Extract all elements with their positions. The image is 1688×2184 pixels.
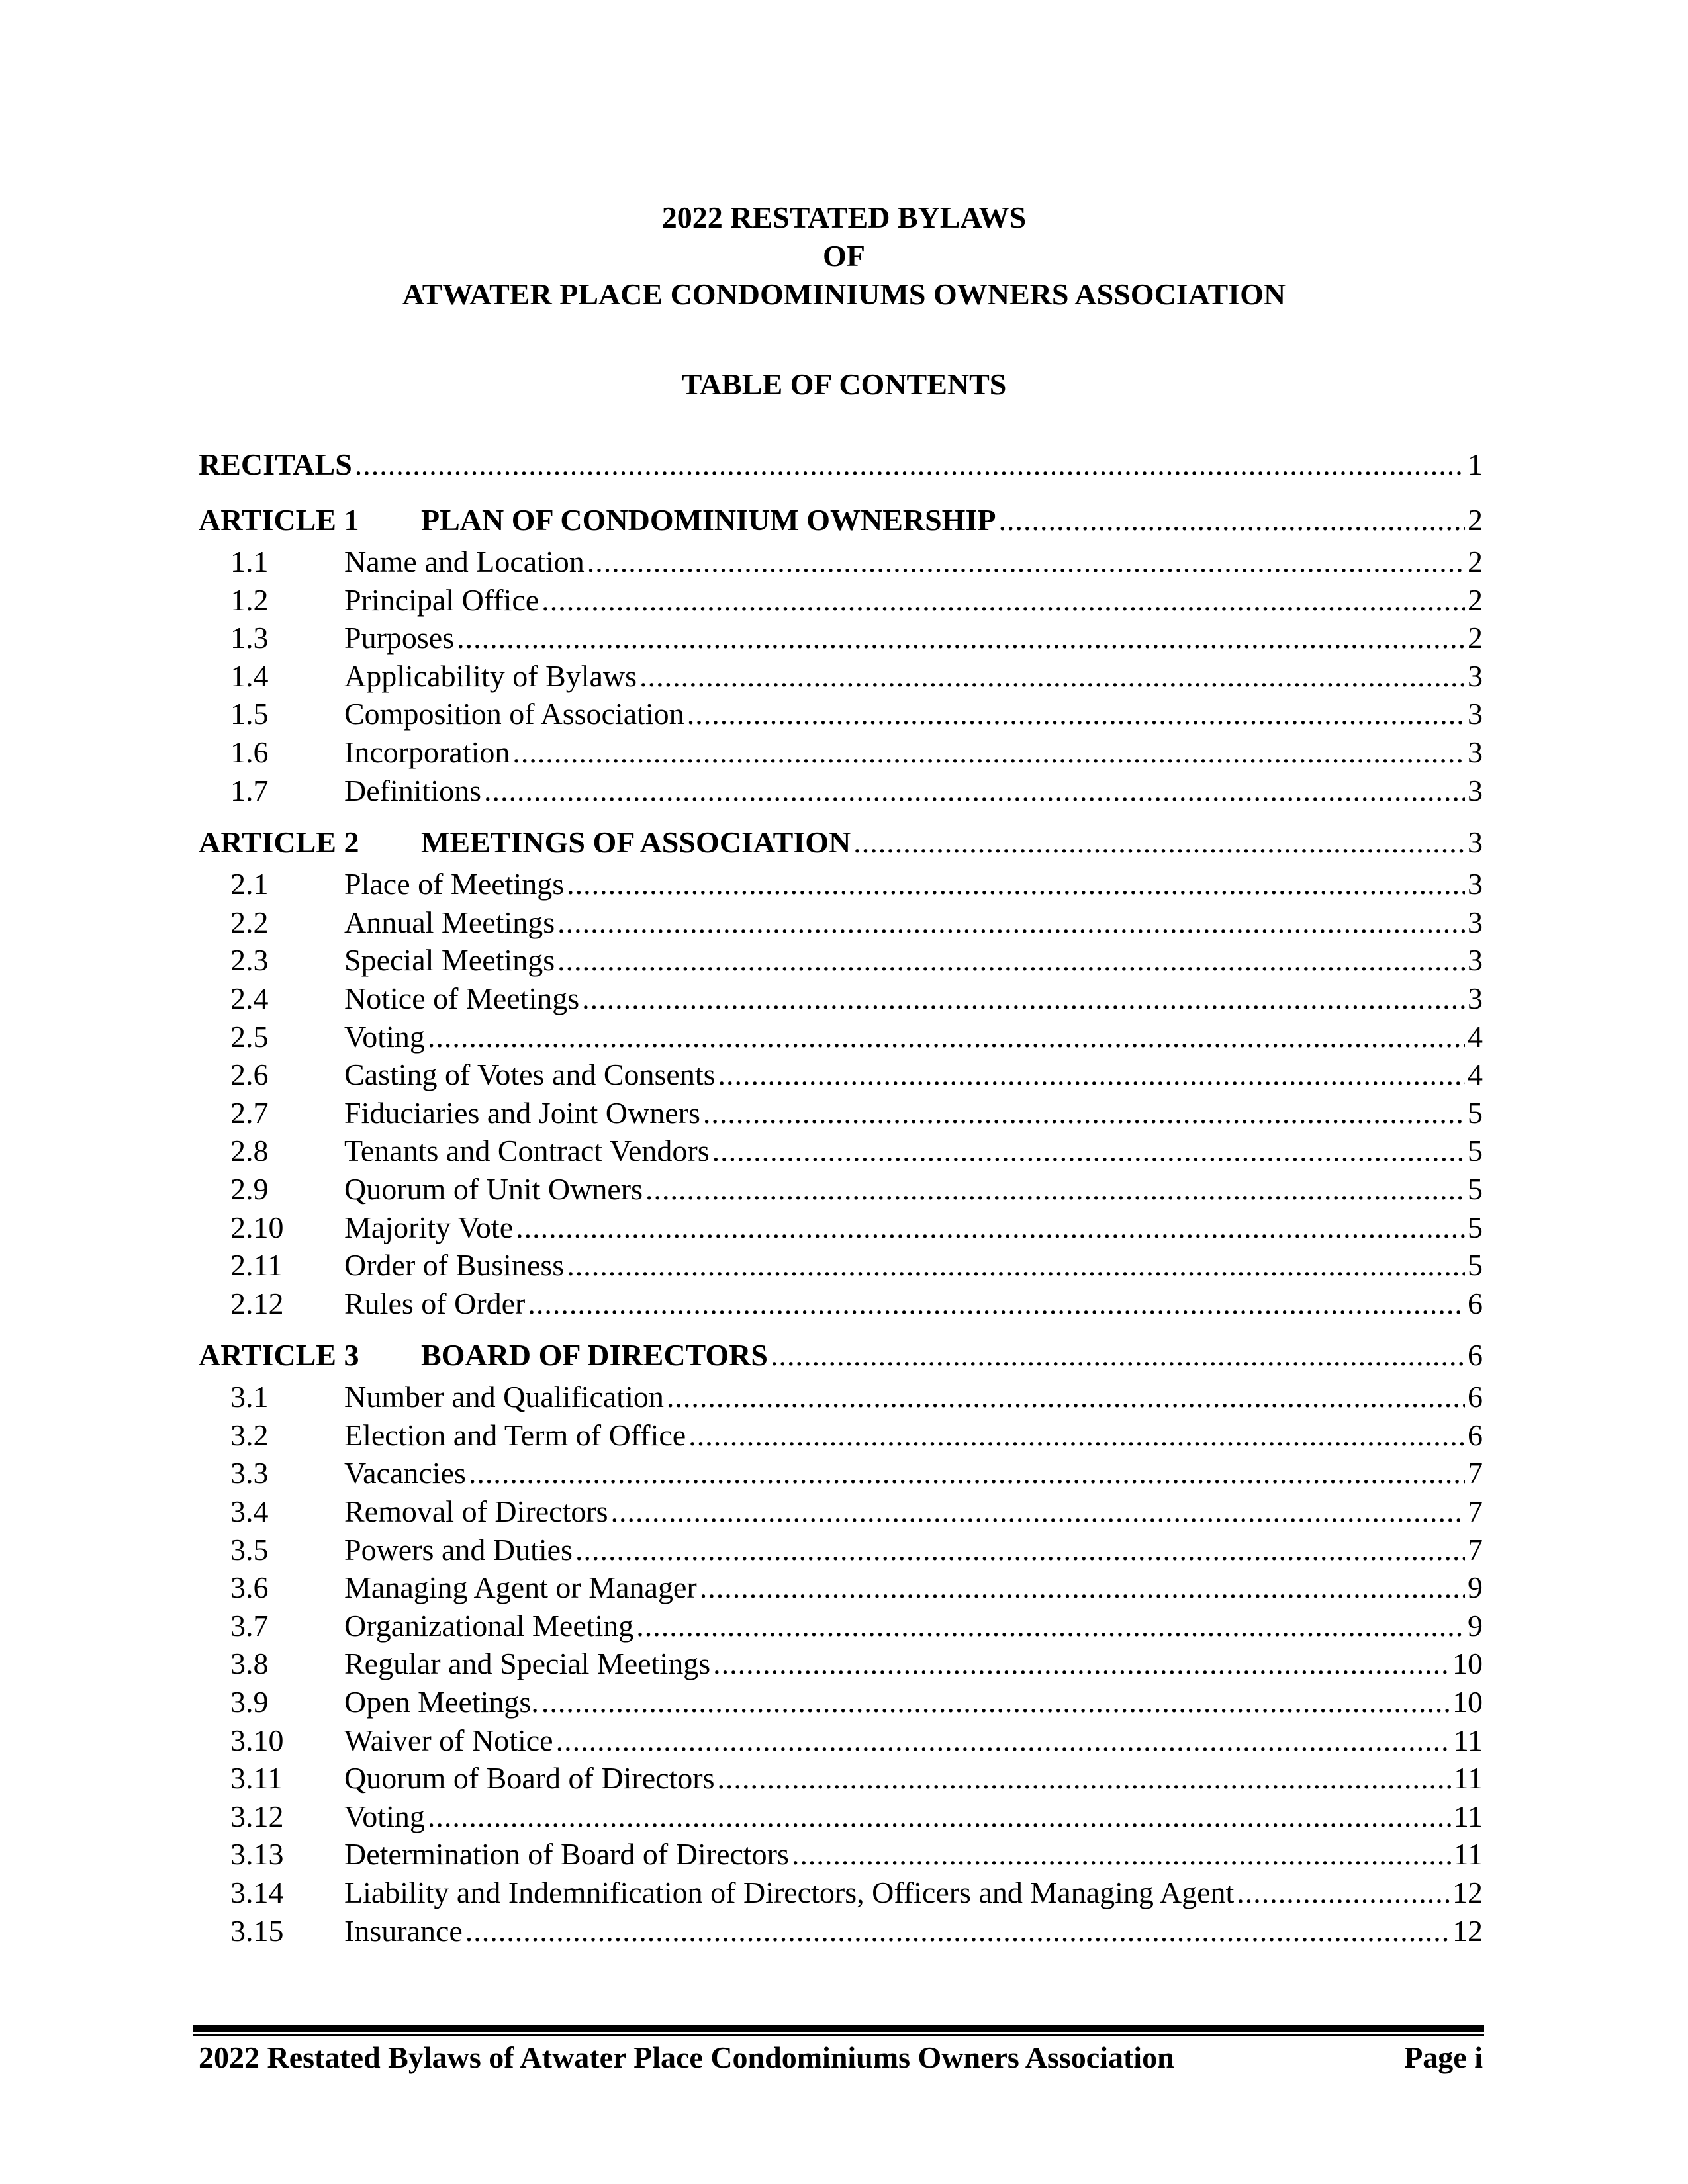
toc-entry-section[interactable] xyxy=(199,772,1483,810)
dot-leader xyxy=(355,442,1465,487)
section-label xyxy=(199,695,684,733)
title-line-1: 2022 RESTATED BYLAWS xyxy=(661,201,1027,234)
dot-leader xyxy=(575,1531,1465,1569)
dot-leader xyxy=(484,772,1465,810)
article-number: ARTICLE 1 xyxy=(199,503,359,537)
dot-leader xyxy=(541,581,1465,619)
dot-leader xyxy=(469,1454,1465,1492)
section-label xyxy=(199,657,637,696)
page-number: 3 xyxy=(1468,981,1483,1015)
toc-entry-section[interactable] xyxy=(199,1056,1483,1094)
dot-leader xyxy=(792,1835,1451,1874)
footer-title: 2022 Restated Bylaws of Atwater Place Condominiums Owners Association xyxy=(199,2040,1174,2074)
dot-leader xyxy=(853,820,1465,865)
footer-rule-thick xyxy=(193,2025,1484,2032)
section-number: 3.8 xyxy=(230,1647,269,1681)
section-label xyxy=(199,1094,700,1132)
dot-leader xyxy=(611,1492,1465,1531)
section-number: 2.10 xyxy=(230,1210,284,1244)
section-label xyxy=(199,1797,425,1836)
page-number: 11 xyxy=(1453,1837,1483,1872)
toc-entry-section[interactable] xyxy=(199,1759,1483,1797)
toc-entry-section[interactable] xyxy=(199,1797,1483,1836)
dot-leader xyxy=(528,1285,1465,1323)
toc-entry-section[interactable] xyxy=(199,1378,1483,1416)
toc-entry-section[interactable] xyxy=(199,1569,1483,1607)
section-title: Voting xyxy=(344,1019,425,1054)
page-number: 5 xyxy=(1468,1210,1483,1244)
page-number: 2 xyxy=(1468,545,1483,578)
section-number: 2.1 xyxy=(230,867,269,901)
footer-page-number: Page i xyxy=(1404,2040,1483,2074)
section-title: Voting xyxy=(344,1799,425,1833)
section-title: Quorum of Board of Directors xyxy=(344,1761,715,1796)
section-title: Open Meetings. xyxy=(344,1685,539,1719)
section-number: 2.5 xyxy=(230,1019,269,1054)
dot-leader xyxy=(1237,1874,1450,1912)
article-number: ARTICLE 3 xyxy=(199,1338,359,1373)
toc-entry-section[interactable] xyxy=(199,1454,1483,1492)
toc-entry-section[interactable] xyxy=(199,1683,1483,1721)
section-title: Rules of Order xyxy=(344,1286,526,1320)
section-title: Regular and Special Meetings xyxy=(344,1647,711,1681)
dot-leader xyxy=(700,1569,1465,1607)
toc-entry-section[interactable] xyxy=(199,1874,1483,1912)
article-title: BOARD OF DIRECTORS xyxy=(421,1338,768,1373)
section-title: Place of Meetings xyxy=(344,867,565,901)
section-label xyxy=(199,1285,525,1323)
toc-entry-article[interactable] xyxy=(199,820,1483,865)
dot-leader xyxy=(567,1246,1465,1285)
toc-entry-section[interactable] xyxy=(199,1094,1483,1132)
toc-entry-section[interactable] xyxy=(199,1170,1483,1208)
section-label xyxy=(199,581,539,619)
section-title: Composition of Association xyxy=(344,697,684,731)
section-number: 2.4 xyxy=(230,981,269,1015)
section-number: 3.13 xyxy=(230,1837,284,1872)
section-number: 2.12 xyxy=(230,1286,284,1320)
section-number: 2.3 xyxy=(230,943,269,978)
page-number: 10 xyxy=(1452,1647,1483,1681)
section-label xyxy=(199,1208,513,1247)
toc-entry-section[interactable] xyxy=(199,1018,1483,1056)
toc-heading: TABLE OF CONTENTS xyxy=(681,367,1007,401)
section-number: 2.2 xyxy=(230,905,269,939)
page-number: 11 xyxy=(1453,1799,1483,1833)
section-label xyxy=(199,1018,425,1056)
page-number: 3 xyxy=(1468,943,1483,978)
table-of-contents xyxy=(199,442,1483,1950)
section-number: 3.6 xyxy=(230,1570,269,1605)
dot-leader xyxy=(541,1683,1450,1721)
section-number: 3.12 xyxy=(230,1799,284,1833)
page-footer xyxy=(199,2040,1483,2075)
section-title: Purposes xyxy=(344,621,455,655)
section-number: 3.7 xyxy=(230,1608,269,1643)
page-number: 2 xyxy=(1468,582,1483,617)
article-title: PLAN OF CONDOMINIUM OWNERSHIP xyxy=(421,503,996,537)
dot-leader xyxy=(688,1416,1465,1455)
toc-entry-section[interactable] xyxy=(199,619,1483,657)
dot-leader xyxy=(582,979,1465,1018)
section-number: 1.7 xyxy=(230,773,269,807)
section-label xyxy=(199,772,481,810)
dot-leader xyxy=(998,498,1465,543)
dot-leader xyxy=(636,1607,1465,1645)
toc-entry-section[interactable] xyxy=(199,695,1483,733)
dot-leader xyxy=(516,1208,1465,1247)
section-title: Incorporation xyxy=(344,735,510,769)
section-title: Definitions xyxy=(344,773,481,807)
section-title: Name and Location xyxy=(344,545,585,578)
section-title: Fiduciaries and Joint Owners xyxy=(344,1095,700,1130)
page-number: 2 xyxy=(1468,503,1483,537)
page-number: 6 xyxy=(1468,1418,1483,1452)
articles-list xyxy=(199,498,1483,1950)
page-number: 6 xyxy=(1468,1380,1483,1414)
toc-entry-section[interactable] xyxy=(199,1607,1483,1645)
section-label xyxy=(199,1912,463,1950)
dot-leader xyxy=(687,695,1465,733)
page-number: 12 xyxy=(1452,1913,1483,1948)
toc-entry-section[interactable] xyxy=(199,1246,1483,1285)
section-title: Special Meetings xyxy=(344,943,555,978)
section-label xyxy=(199,1246,564,1285)
section-title: Liability and Indemnification of Directors, Officers and Managing Agent xyxy=(344,1876,1235,1909)
section-number: 3.2 xyxy=(230,1418,269,1452)
section-label xyxy=(199,1378,664,1416)
section-title: Quorum of Unit Owners xyxy=(344,1171,643,1206)
page-number: 6 xyxy=(1468,1338,1483,1373)
article-title: MEETINGS OF ASSOCIATION xyxy=(421,825,851,860)
section-label xyxy=(199,979,579,1018)
page-number: 9 xyxy=(1468,1608,1483,1643)
page-number: 7 xyxy=(1468,1494,1483,1529)
page-number: 7 xyxy=(1468,1532,1483,1567)
section-title: Organizational Meeting xyxy=(344,1608,634,1643)
dot-leader xyxy=(428,1018,1465,1056)
dot-leader xyxy=(587,543,1465,581)
section-label xyxy=(199,1607,633,1645)
page-number: 3 xyxy=(1468,659,1483,693)
dot-leader xyxy=(771,1333,1465,1378)
page-number: 11 xyxy=(1453,1723,1483,1757)
section-title: Removal of Directors xyxy=(344,1494,608,1529)
dot-leader xyxy=(713,1645,1450,1683)
section-title: Annual Meetings xyxy=(344,905,555,939)
section-label xyxy=(199,1492,608,1531)
dot-leader xyxy=(457,619,1465,657)
section-number: 3.4 xyxy=(230,1494,269,1529)
toc-entry-section[interactable] xyxy=(199,1531,1483,1569)
section-title: Powers and Duties xyxy=(344,1532,573,1567)
toc-entry-section[interactable] xyxy=(199,903,1483,942)
section-title: Waiver of Notice xyxy=(344,1723,553,1757)
section-title: Principal Office xyxy=(344,582,539,617)
section-title: Applicability of Bylaws xyxy=(344,659,637,693)
page-number: 1 xyxy=(1468,447,1483,481)
page-number: 3 xyxy=(1468,825,1483,860)
dot-leader xyxy=(556,1721,1451,1760)
title-line-2: OF xyxy=(823,239,865,273)
section-number: 2.11 xyxy=(230,1248,283,1283)
section-label xyxy=(199,543,585,581)
section-title: Determination of Board of Directors xyxy=(344,1837,789,1872)
toc-entry-section[interactable] xyxy=(199,1492,1483,1531)
section-number: 3.14 xyxy=(230,1876,284,1909)
page-number: 3 xyxy=(1468,735,1483,769)
section-label xyxy=(199,903,555,942)
document-title xyxy=(0,199,1688,314)
recitals-label: RECITALS xyxy=(199,447,352,481)
section-number: 3.9 xyxy=(230,1685,269,1719)
section-number: 1.5 xyxy=(230,697,269,731)
dot-leader xyxy=(718,1056,1465,1094)
toc-entry-section[interactable] xyxy=(199,1835,1483,1874)
section-label xyxy=(199,865,564,903)
title-line-3: ATWATER PLACE CONDOMINIUMS OWNERS ASSOCIATION xyxy=(402,277,1286,311)
section-label xyxy=(199,1721,553,1760)
article-label xyxy=(199,498,996,543)
section-title: Notice of Meetings xyxy=(344,981,580,1015)
section-title: Vacancies xyxy=(344,1456,466,1490)
dot-leader xyxy=(639,657,1465,696)
section-number: 2.8 xyxy=(230,1134,269,1168)
section-title: Tenants and Contract Vendors xyxy=(344,1134,710,1168)
section-label xyxy=(199,1683,539,1721)
page-number: 10 xyxy=(1452,1685,1483,1719)
toc-entry-section[interactable] xyxy=(199,657,1483,696)
dot-leader xyxy=(712,1132,1465,1170)
page-number: 6 xyxy=(1468,1286,1483,1320)
section-label xyxy=(199,1531,573,1569)
page-number: 7 xyxy=(1468,1456,1483,1490)
dot-leader xyxy=(512,733,1465,772)
toc-entry-section[interactable] xyxy=(199,1208,1483,1247)
section-label xyxy=(199,1056,716,1094)
page-number: 12 xyxy=(1452,1876,1483,1909)
section-label xyxy=(199,619,454,657)
page-number: 4 xyxy=(1468,1058,1483,1092)
toc-entry-section[interactable] xyxy=(199,1132,1483,1170)
toc-entry-section[interactable] xyxy=(199,941,1483,979)
toc-entry-section[interactable] xyxy=(199,1416,1483,1455)
section-number: 3.5 xyxy=(230,1532,269,1567)
section-number: 2.6 xyxy=(230,1058,269,1092)
toc-entry-section[interactable] xyxy=(199,865,1483,903)
article-label xyxy=(199,1333,768,1378)
toc-entry-section[interactable] xyxy=(199,1285,1483,1323)
page-number: 5 xyxy=(1468,1134,1483,1168)
section-number: 1.6 xyxy=(230,735,269,769)
page-number: 3 xyxy=(1468,867,1483,901)
section-number: 2.7 xyxy=(230,1095,269,1130)
section-title: Order of Business xyxy=(344,1248,565,1283)
section-title: Insurance xyxy=(344,1913,463,1948)
section-number: 1.1 xyxy=(230,545,269,578)
toc-entry-section[interactable] xyxy=(199,581,1483,619)
section-label xyxy=(199,1759,715,1797)
article-label xyxy=(199,820,851,865)
section-title: Majority Vote xyxy=(344,1210,514,1244)
page-number: 3 xyxy=(1468,697,1483,731)
article-number: ARTICLE 2 xyxy=(199,825,359,860)
section-label xyxy=(199,1416,686,1455)
page-number: 5 xyxy=(1468,1171,1483,1206)
toc-entry-section[interactable] xyxy=(199,1912,1483,1950)
dot-leader xyxy=(703,1094,1465,1132)
section-label xyxy=(199,1835,789,1874)
page-number: 11 xyxy=(1453,1761,1483,1796)
toc-entry-section[interactable] xyxy=(199,543,1483,581)
toc-entry-section[interactable] xyxy=(199,1645,1483,1683)
dot-leader xyxy=(465,1912,1450,1950)
section-title: Number and Qualification xyxy=(344,1380,664,1414)
toc-entry-recitals[interactable] xyxy=(199,442,1483,487)
page-number: 3 xyxy=(1468,905,1483,939)
section-number: 1.3 xyxy=(230,621,269,655)
toc-entry-section[interactable] xyxy=(199,733,1483,772)
toc-entry-section[interactable] xyxy=(199,979,1483,1018)
section-title: Election and Term of Office xyxy=(344,1418,686,1452)
dot-leader xyxy=(667,1378,1465,1416)
page-number: 3 xyxy=(1468,773,1483,807)
toc-entry-section[interactable] xyxy=(199,1721,1483,1760)
section-label xyxy=(199,733,510,772)
dot-leader xyxy=(428,1797,1451,1836)
section-title: Managing Agent or Manager xyxy=(344,1570,697,1605)
toc-entry-article[interactable] xyxy=(199,498,1483,543)
page-number: 5 xyxy=(1468,1095,1483,1130)
dot-leader xyxy=(718,1759,1451,1797)
section-number: 3.10 xyxy=(230,1723,284,1757)
toc-entry-article[interactable] xyxy=(199,1333,1483,1378)
section-number: 3.3 xyxy=(230,1456,269,1490)
section-number: 1.2 xyxy=(230,582,269,617)
section-label xyxy=(199,1874,1234,1912)
page-number: 5 xyxy=(1468,1248,1483,1283)
dot-leader xyxy=(557,903,1465,942)
dot-leader xyxy=(557,941,1465,979)
section-label xyxy=(199,1170,643,1208)
section-label xyxy=(199,1454,466,1492)
page-number: 9 xyxy=(1468,1570,1483,1605)
section-number: 1.4 xyxy=(230,659,269,693)
section-number: 3.15 xyxy=(230,1913,284,1948)
section-number: 3.11 xyxy=(230,1761,283,1796)
section-label xyxy=(199,1569,697,1607)
section-title: Casting of Votes and Consents xyxy=(344,1058,716,1092)
section-label xyxy=(199,941,555,979)
dot-leader xyxy=(645,1170,1465,1208)
page-number: 4 xyxy=(1468,1019,1483,1054)
page-number: 2 xyxy=(1468,621,1483,655)
dot-leader xyxy=(567,865,1465,903)
footer-rule-thin xyxy=(193,2034,1484,2036)
section-label xyxy=(199,1132,710,1170)
section-label xyxy=(199,1645,710,1683)
section-number: 2.9 xyxy=(230,1171,269,1206)
section-number: 3.1 xyxy=(230,1380,269,1414)
